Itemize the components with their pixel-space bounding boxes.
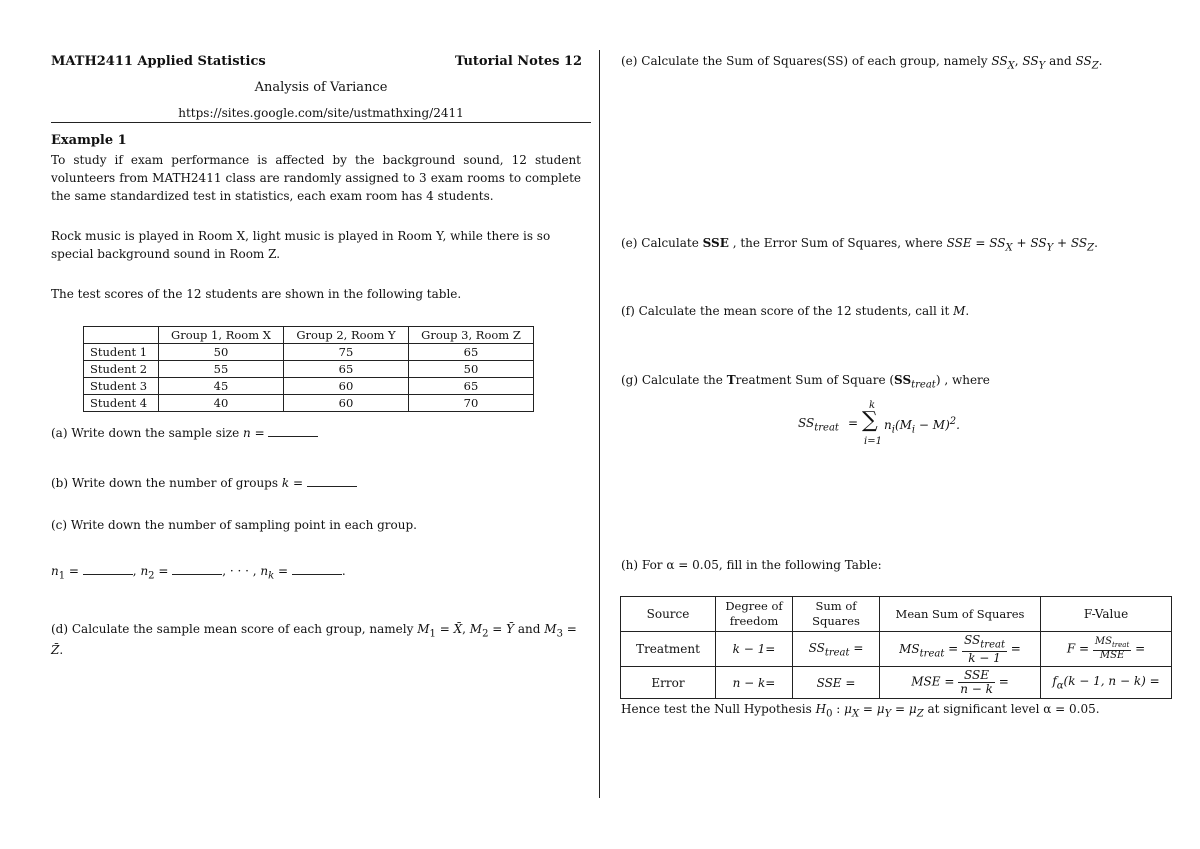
column-divider — [599, 50, 600, 798]
notes-title: Tutorial Notes 12 — [455, 54, 583, 69]
example-conditions: Rock music is played in Room X, light music is played in Room Y, while there is so special background sound in Room Z. — [51, 229, 551, 261]
question-c-blanks: $n_1$ = , $n_2$ = , · · · , $n_k$ = . — [51, 564, 346, 582]
table-cell: 50 — [409, 361, 534, 378]
anova-f: F = $\frac{MS_{treat}}{\text{MSE}}$ = — [1041, 632, 1172, 667]
topic-title: Analysis of Variance — [254, 80, 388, 95]
answer-blank[interactable] — [83, 573, 133, 575]
table-header-cell: Group 1, Room X — [159, 327, 284, 344]
question-a-text: (a) Write down the sample size — [51, 426, 240, 440]
row-label: Student 4 — [84, 395, 159, 412]
table-cell: 65 — [409, 378, 534, 395]
example-intro: To study if exam performance is affected by the background sound, 12 student volunteers from MATH2411 class are randomly assigned to 3 exam rooms to complete the same standardized test in statistics, each exam room has 4 students. — [51, 153, 581, 203]
table-header-row — [84, 327, 534, 344]
answer-blank[interactable] — [307, 485, 357, 487]
table-cell: 45 — [159, 378, 284, 395]
conclusion-text: Hence test the Null Hypothesis — [621, 702, 812, 716]
question-g-text-post: ) , where — [935, 373, 990, 387]
question-h: (h) For α = 0.05, fill in the following Table: — [621, 558, 882, 572]
question-e1: (e) Calculate the Sum of Squares(SS) of each group, namely $SS_X$, $SS_Y$ and $SS_Z$. — [621, 54, 1103, 72]
scores-table — [83, 326, 534, 412]
anova-header-cell: Source — [621, 597, 716, 632]
question-e2: (e) Calculate SSE , the Error Sum of Squares, where SSE = $SS_X + SS_Y + SS_Z$. — [621, 236, 1098, 254]
question-g: (g) Calculate the Treatment Sum of Square $(SS_{treat})$ , where — [621, 373, 990, 391]
table-row — [84, 378, 534, 395]
anova-ms: MSE = $\frac{\text{SSE}}{n - k}$ = — [880, 667, 1041, 698]
question-c: (c) Write down the number of sampling point in each group. — [51, 518, 417, 532]
answer-blank[interactable] — [268, 435, 318, 437]
row-label: Student 3 — [84, 378, 159, 395]
anova-header-cell: F-Value — [1041, 597, 1172, 632]
question-b: (b) Write down the number of groups k = — [51, 476, 357, 490]
anova-header-row — [621, 597, 1172, 632]
anova-header-cell: Sum of Squares — [793, 597, 880, 632]
row-label: Student 2 — [84, 361, 159, 378]
table-cell: 55 — [159, 361, 284, 378]
table-row — [84, 361, 534, 378]
table-cell: 60 — [284, 378, 409, 395]
answer-blank[interactable] — [292, 573, 342, 575]
anova-ms: $MS_{treat}$ = $\frac{SS_{treat}}{k - 1}$ = — [880, 632, 1041, 667]
conclusion-text-post: at significant level α = 0.05. — [927, 702, 1100, 716]
table-cell: 65 — [284, 361, 409, 378]
anova-header-cell: Mean Sum of Squares — [880, 597, 1041, 632]
row-label: Student 1 — [84, 344, 159, 361]
anova-source: Error — [621, 667, 716, 698]
header-divider — [51, 122, 591, 123]
question-f-text: (f) Calculate the mean score of the 12 students, call it — [621, 304, 950, 318]
table-cell: 75 — [284, 344, 409, 361]
question-b-text: (b) Write down the number of groups — [51, 476, 279, 490]
table-cell: 50 — [159, 344, 284, 361]
treatment-initial: T — [726, 373, 736, 387]
question-g-text-mid: reatment Sum of Square ( — [735, 373, 895, 387]
table-header-cell: Group 3, Room Z — [409, 327, 534, 344]
question-e1-text: (e) Calculate the Sum of Squares(SS) of each group, namely — [621, 54, 988, 68]
table-row — [84, 344, 534, 361]
sse-label: SSE — [702, 236, 729, 250]
anova-df: k − 1= — [716, 632, 793, 667]
question-g-text: (g) Calculate the — [621, 373, 723, 387]
anova-source: Treatment — [621, 632, 716, 667]
table-cell: 70 — [409, 395, 534, 412]
question-a: (a) Write down the sample size n = — [51, 426, 318, 440]
course-url: https://sites.google.com/site/ustmathxing/2411 — [178, 106, 464, 120]
anova-row — [621, 632, 1172, 667]
conclusion: Hence test the Null Hypothesis $H_0$ : $\mu_X = \mu_Y = \mu_Z$ at significant level α = 0.05. — [621, 702, 1100, 720]
anova-ss: SSE = — [793, 667, 880, 698]
anova-f: $f_\alpha(k - 1$, n − k) = — [1041, 667, 1172, 698]
question-d-text: (d) Calculate the sample mean score of each group, namely — [51, 622, 414, 636]
table-cell: 40 — [159, 395, 284, 412]
example-table-intro: The test scores of the 12 students are shown in the following table. — [51, 287, 462, 301]
question-d: (d) Calculate the sample mean score of each group, namely $M_1$ = X̄, $M_2$ = Ȳ and $M_3$ = Z̄. — [51, 622, 577, 658]
question-f: (f) Calculate the mean score of the 12 students, call it M. — [621, 304, 970, 318]
answer-blank[interactable] — [172, 573, 222, 575]
anova-table — [620, 596, 1172, 699]
course-title: MATH2411 Applied Statistics — [51, 54, 266, 69]
anova-df: n − k= — [716, 667, 793, 698]
table-row — [84, 395, 534, 412]
table-cell: 65 — [409, 344, 534, 361]
anova-header-cell: Degree of freedom — [716, 597, 793, 632]
question-e2-text-post: , the Error Sum of Squares, where — [732, 236, 943, 250]
question-e2-text: (e) Calculate — [621, 236, 699, 250]
table-header-cell: Group 2, Room Y — [284, 327, 409, 344]
anova-row — [621, 667, 1172, 698]
table-cell: 60 — [284, 395, 409, 412]
example-title: Example 1 — [51, 133, 127, 148]
anova-ss: $SS_{treat}$ = — [793, 632, 880, 667]
table-header-cell — [84, 327, 159, 344]
